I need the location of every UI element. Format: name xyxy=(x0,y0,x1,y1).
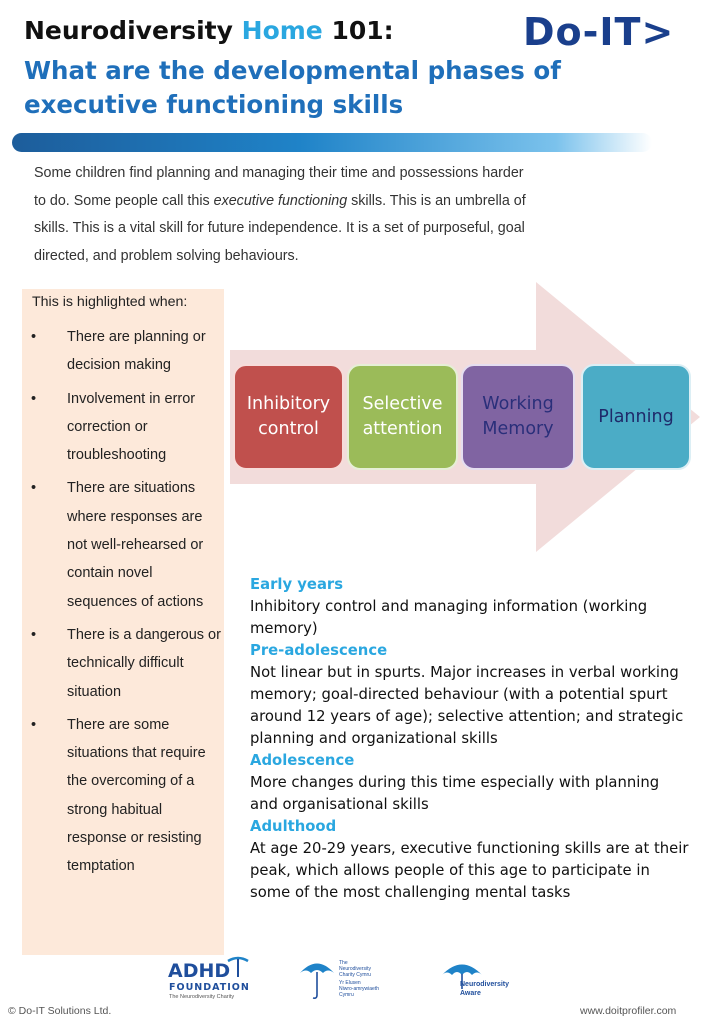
svg-text:Charity Cymru: Charity Cymru xyxy=(339,972,371,978)
neurodiversity-aware-logo xyxy=(442,965,509,998)
do-it-logo: Do-IT> xyxy=(523,10,675,54)
svg-text:Yr Elusen: Yr Elusen xyxy=(339,980,361,986)
svg-text:FOUNDATION: FOUNDATION xyxy=(169,982,250,993)
svg-text:Neurodiversity: Neurodiversity xyxy=(339,966,371,972)
phase-heading-adulthood: Adulthood xyxy=(250,818,337,835)
bullet-icon: • xyxy=(31,480,37,497)
partner-logos xyxy=(0,955,709,1005)
intro-paragraph xyxy=(34,160,534,270)
svg-text:The: The xyxy=(339,960,348,966)
step-working-memory: Working Memory xyxy=(461,364,575,470)
svg-text:The Neurodiversity Charity: The Neurodiversity Charity xyxy=(169,994,235,1000)
list-item-text: There is a dangerous or technically difficult situation xyxy=(67,626,221,700)
phases-section xyxy=(250,574,690,904)
list-item xyxy=(22,385,224,470)
svg-text:ADHD: ADHD xyxy=(168,960,231,982)
intro-text-1: Some children find planning and managing their time and possessions harder to do. Some people call this xyxy=(34,165,524,209)
website-link[interactable]: www.doitprofiler.com xyxy=(580,1005,677,1017)
page-title xyxy=(24,16,394,45)
neurodiversity-charity-cymru-logo xyxy=(300,960,379,998)
list-item-text: There are some situations that require the overcoming of a strong habitual response or resisting temptation xyxy=(67,716,206,875)
svg-text:Neurodiversity: Neurodiversity xyxy=(460,981,510,988)
copyright-text: © Do-IT Solutions Ltd. xyxy=(8,1005,112,1017)
intro-emphasis: executive functioning xyxy=(213,192,348,209)
phase-text-adulthood: At age 20-29 years, executive functioning skills are at their peak, which allows people of this age to participate in some of the most challenging mental tasks xyxy=(250,840,689,901)
bullet-icon: • xyxy=(31,329,37,345)
list-item xyxy=(22,621,224,706)
svg-text:Aware: Aware xyxy=(460,990,481,997)
phase-heading-pre-adolescence: Pre-adolescence xyxy=(250,642,388,659)
intro-text-2: skills. This is an umbrella of skills. This is a vital skill for future independence. It is a set of purposeful, goal directed, and problem solving behaviours. xyxy=(34,192,526,264)
title-accent: Home xyxy=(241,16,323,45)
list-item xyxy=(22,711,224,881)
step-inhibitory-control: Inhibitory control xyxy=(233,364,344,470)
bullet-icon: • xyxy=(31,716,37,733)
phase-text-early-years: Inhibitory control and managing information (working memory) xyxy=(250,598,648,637)
phase-heading-adolescence: Adolescence xyxy=(250,752,355,769)
svg-text:Niwro-amrywiaeth: Niwro-amrywiaeth xyxy=(339,986,380,992)
step-selective-attention: Selective attention xyxy=(347,364,458,470)
adhd-foundation-logo xyxy=(168,958,250,1000)
highlight-title: This is highlighted when: xyxy=(32,294,188,310)
list-item xyxy=(22,474,224,615)
list-item xyxy=(22,323,224,380)
phase-text-adolescence: More changes during this time especially with planning and organisational skills xyxy=(250,774,660,813)
title-part1: Neurodiversity xyxy=(24,16,233,45)
highlight-box xyxy=(22,289,224,955)
highlight-list xyxy=(22,323,224,886)
svg-text:Cymru: Cymru xyxy=(339,992,354,998)
title-part2: 101: xyxy=(331,16,394,45)
title-divider-bar xyxy=(12,133,652,152)
step-planning: Planning xyxy=(581,364,691,470)
page-subtitle: What are the developmental phases of executive functioning skills xyxy=(24,56,561,119)
list-item-text: Involvement in error correction or troubleshooting xyxy=(67,390,196,464)
phase-heading-early-years: Early years xyxy=(250,576,344,593)
bullet-icon: • xyxy=(31,626,37,643)
list-item-text: There are planning or decision making xyxy=(67,329,206,374)
phase-text-pre-adolescence: Not linear but in spurts. Major increases in verbal working memory; goal-directed behaviour (with a potential spurt around 12 years of age); selective attention; and strategic planning and organizational skills xyxy=(250,664,684,747)
list-item-text: There are situations where responses are not well-rehearsed or contain novel sequences of actions xyxy=(67,480,204,610)
bullet-icon: • xyxy=(31,390,37,407)
